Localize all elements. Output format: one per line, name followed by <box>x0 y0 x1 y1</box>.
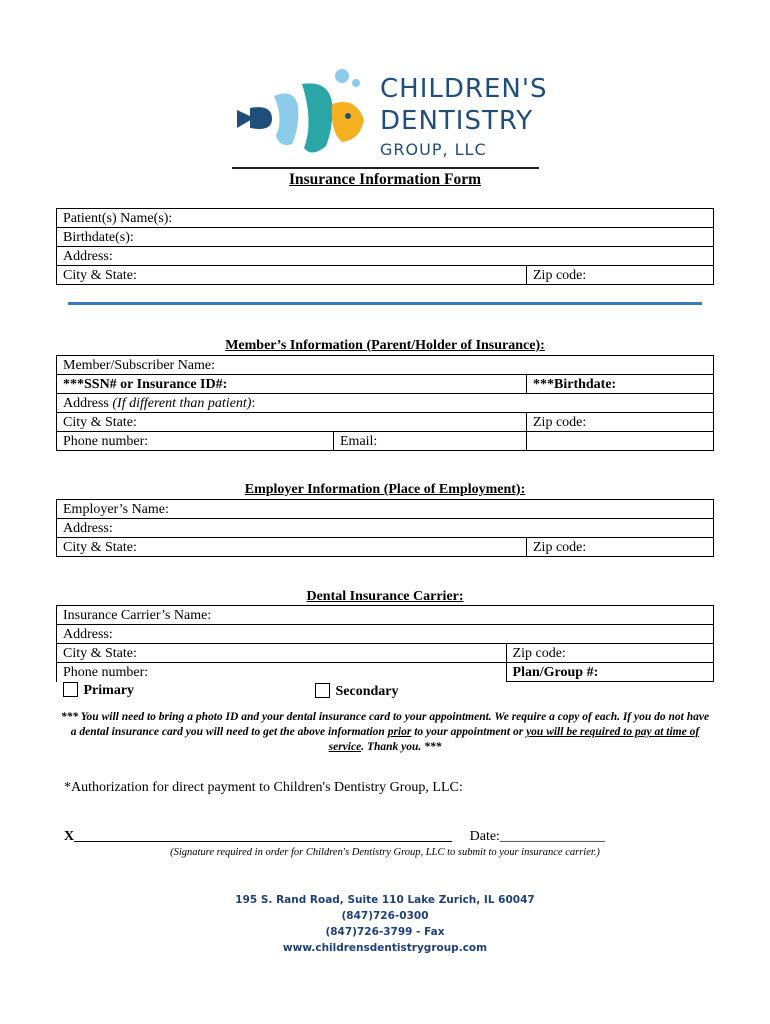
notice-text-3: . Thank you. *** <box>361 741 442 753</box>
carrier-zip-field[interactable]: Zip code: <box>506 644 713 663</box>
footer-phone: (847)726-0300 <box>341 910 429 922</box>
member-address-note: (If different than patient) <box>112 395 252 411</box>
member-name-field[interactable]: Member/Subscriber Name: <box>57 356 714 375</box>
authorization-text: *Authorization for direct payment to Children's Dentistry Group, LLC: <box>64 780 463 795</box>
employer-address-field[interactable]: Address: <box>57 519 714 538</box>
secondary-option[interactable] <box>309 682 714 701</box>
member-zip-field[interactable]: Zip code: <box>527 413 714 432</box>
footer-address: 195 S. Rand Road, Suite 110 Lake Zurich, IL 60047 <box>235 894 535 906</box>
date-field[interactable]: Date:_______________ <box>469 829 605 844</box>
carrier-address-field[interactable]: Address: <box>57 625 714 644</box>
member-info-table <box>56 355 714 451</box>
footer-website[interactable]: www.childrensdentistrygroup.com <box>282 942 488 954</box>
member-section-title: Member’s Information (Parent/Holder of Insurance): <box>225 338 545 353</box>
logo-line-3: GROUP, LLC <box>380 140 487 159</box>
company-logo <box>232 66 548 170</box>
member-email-extension[interactable] <box>527 432 714 451</box>
notice-text-2: to your appointment or <box>411 726 527 738</box>
logo-line-2: DENTISTRY <box>380 106 534 136</box>
notice-required: you will be required to pay at time of service <box>328 726 700 753</box>
footer-fax: (847)726-3799 - Fax <box>325 926 445 938</box>
logo-line-1: CHILDREN'S <box>380 74 548 104</box>
employer-city-state-field[interactable]: City & State: <box>57 538 527 557</box>
member-ssn-field[interactable]: ***SSN# or Insurance ID#: <box>57 375 527 394</box>
notice-prior: prior <box>387 726 412 738</box>
signature-note: (Signature required in order for Children's Dentistry Group, LLC to submit to your insurance carrier.) <box>170 847 600 858</box>
patient-city-state-field[interactable]: City & State: <box>57 266 527 285</box>
member-birthdate-field[interactable]: ***Birthdate: <box>527 375 714 394</box>
footer-contact <box>0 892 770 956</box>
form-title: Insurance Information Form <box>288 171 482 188</box>
member-address-colon: : <box>251 395 256 411</box>
section-divider <box>68 302 702 305</box>
carrier-info-table <box>56 605 714 700</box>
member-address-field[interactable] <box>57 394 714 413</box>
employer-section-title: Employer Information (Place of Employment): <box>244 482 526 497</box>
patient-birthdates-field[interactable]: Birthdate(s): <box>57 228 714 247</box>
employer-info-table <box>56 499 714 557</box>
notice-text-1: *** You will need to bring a photo ID and your dental insurance card to your appointment. We require a copy of each. If you do not have a dental insurance card you will need to get the above information <box>60 711 710 738</box>
patient-zip-field[interactable]: Zip code: <box>527 266 714 285</box>
signature-line[interactable]: X______________________________________________________ <box>64 829 453 844</box>
logo-divider <box>232 167 539 169</box>
member-city-state-field[interactable]: City & State: <box>57 413 527 432</box>
member-phone-field[interactable]: Phone number: <box>57 432 334 451</box>
fish-logo-icon <box>232 66 382 166</box>
secondary-checkbox[interactable] <box>315 683 330 698</box>
carrier-city-state-field[interactable]: City & State: <box>57 644 507 663</box>
primary-checkbox[interactable] <box>63 682 78 697</box>
employer-name-field[interactable]: Employer’s Name: <box>57 500 714 519</box>
carrier-name-field[interactable]: Insurance Carrier’s Name: <box>57 606 714 625</box>
primary-label: Primary <box>83 683 135 699</box>
carrier-section-title: Dental Insurance Carrier: <box>306 589 464 604</box>
carrier-phone-field[interactable]: Phone number: <box>57 663 507 682</box>
appointment-notice <box>60 710 710 755</box>
signature-row <box>64 829 605 845</box>
carrier-plan-field[interactable]: Plan/Group #: <box>506 663 713 682</box>
secondary-label: Secondary <box>335 683 399 699</box>
patient-info-table <box>56 208 714 285</box>
patient-address-field[interactable]: Address: <box>57 247 714 266</box>
primary-option[interactable] <box>57 682 309 701</box>
member-address-label: Address <box>63 395 113 411</box>
member-email-field[interactable]: Email: <box>334 432 527 451</box>
employer-zip-field[interactable]: Zip code: <box>527 538 714 557</box>
patient-names-field[interactable]: Patient(s) Name(s): <box>57 209 714 228</box>
